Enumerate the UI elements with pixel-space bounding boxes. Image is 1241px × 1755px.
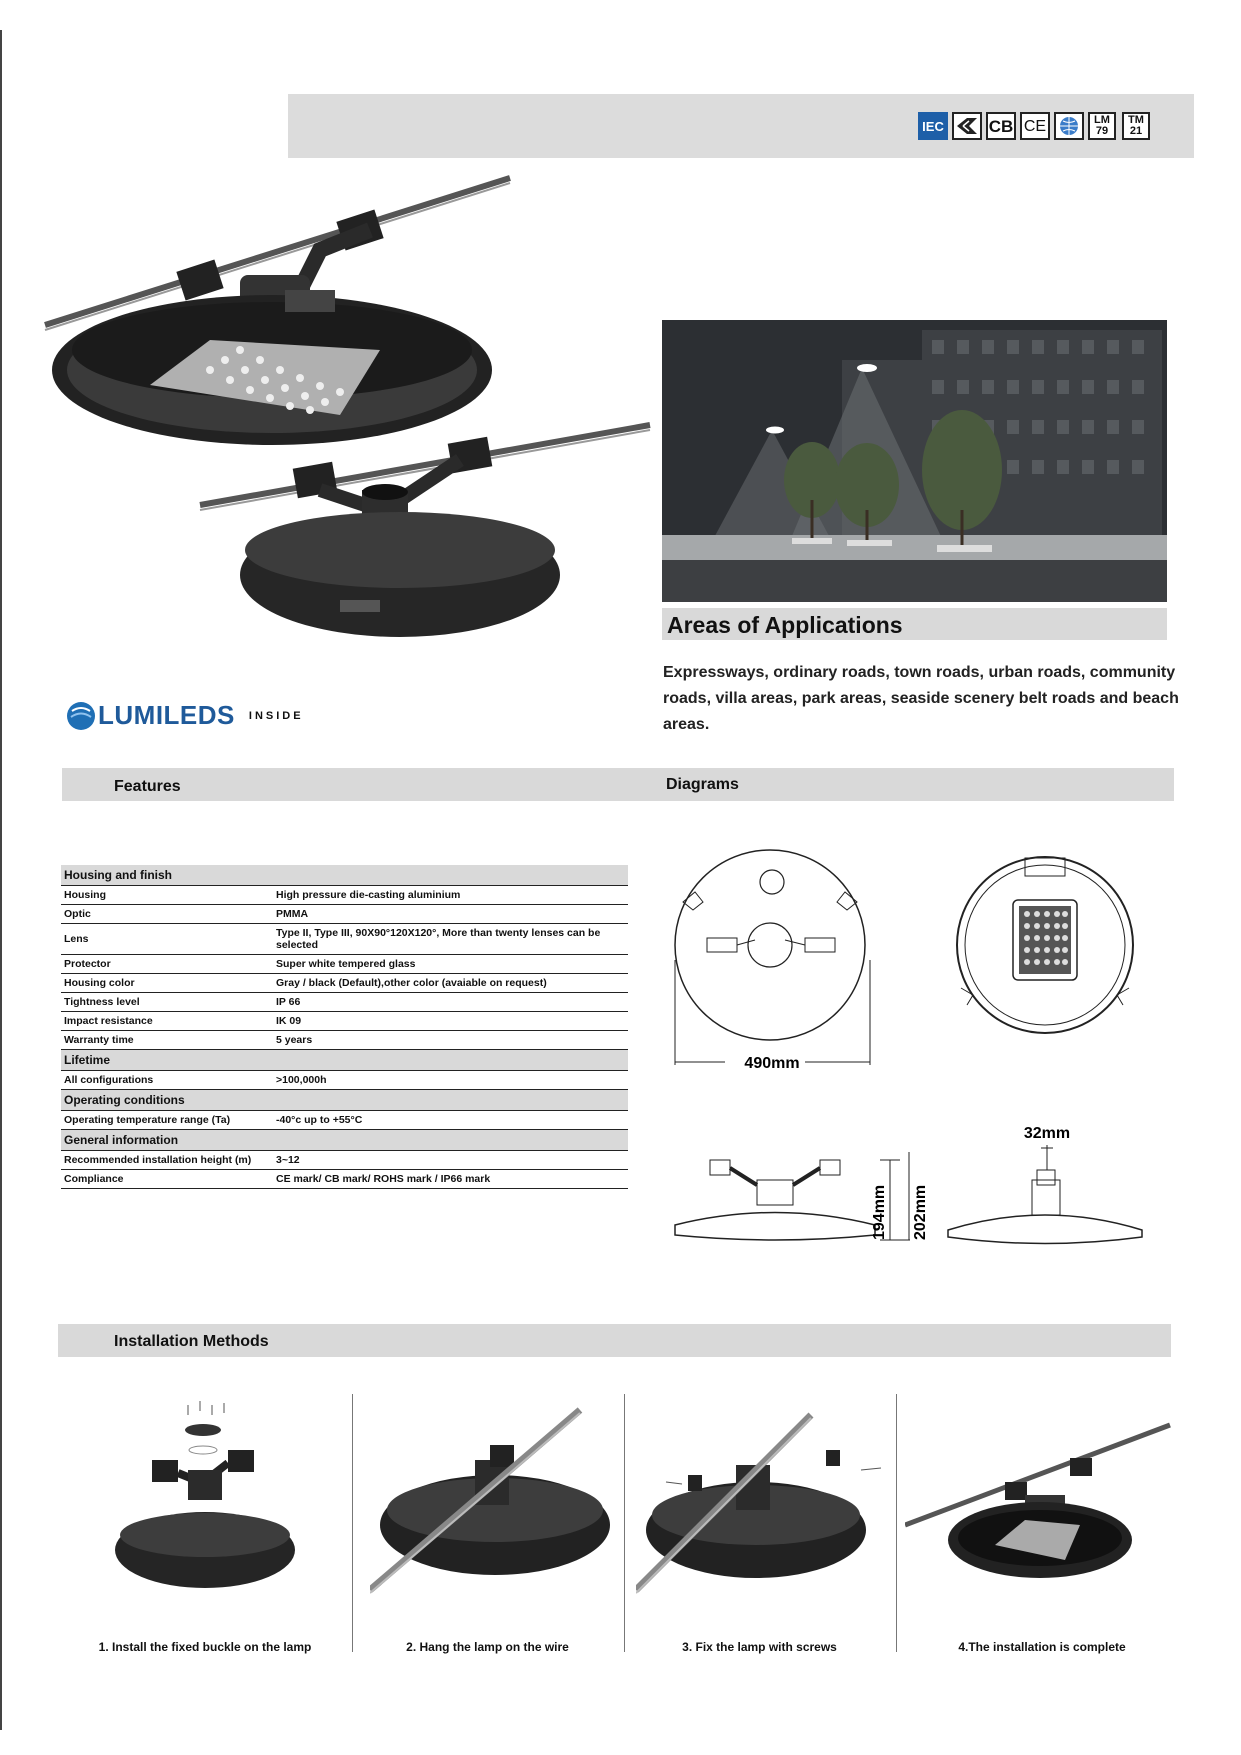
dim-202: 202mm (912, 1184, 929, 1240)
dim-32: 32mm (1023, 1125, 1071, 1142)
installation-header (58, 1324, 1171, 1357)
dim-194: 194mm (871, 1184, 888, 1240)
spec-key: Warranty time (61, 1031, 273, 1050)
spec-key: Impact resistance (61, 1012, 273, 1031)
spec-row (61, 905, 628, 924)
step-divider (896, 1394, 897, 1652)
page-edge-line (0, 30, 2, 1730)
spec-value: Type II, Type III, 90X90°120X120°, More than twenty lenses can be selected (273, 924, 628, 955)
spec-row (61, 1111, 628, 1130)
dimension-diagrams (665, 840, 1165, 1250)
spec-value: >100,000h (273, 1071, 628, 1090)
dim-490: 490mm (744, 1055, 800, 1072)
tm21-icon: TM 21 (1122, 112, 1150, 140)
applications-header (662, 608, 1167, 640)
spec-group-label: Operating conditions (61, 1090, 628, 1111)
spec-value: -40°c up to +55°C (273, 1111, 628, 1130)
iec-icon: IEC (918, 112, 948, 140)
spec-value: Super white tempered glass (273, 955, 628, 974)
spec-row (61, 1170, 628, 1189)
features-diagrams-header (62, 768, 1174, 801)
spec-value: High pressure die-casting aluminium (273, 886, 628, 905)
spec-key: Housing color (61, 974, 273, 993)
application-photo (662, 320, 1167, 602)
diagrams-title: Diagrams (666, 776, 739, 793)
lm79-icon: LM 79 (1088, 112, 1116, 140)
step-3-caption: 3. Fix the lamp with screws (682, 1640, 837, 1654)
spec-key: All configurations (61, 1071, 273, 1090)
step-2-caption: 2. Hang the lamp on the wire (406, 1640, 569, 1654)
spec-group-label: General information (61, 1130, 628, 1151)
spec-value: IK 09 (273, 1012, 628, 1031)
step-4-image (905, 1420, 1175, 1590)
spec-key: Recommended installation height (m) (61, 1151, 273, 1170)
spec-table (61, 865, 628, 1189)
spec-key: Lens (61, 924, 273, 955)
spec-value: CE mark/ CB mark/ ROHS mark / IP66 mark (273, 1170, 628, 1189)
spec-key: Optic (61, 905, 273, 924)
spec-value: PMMA (273, 905, 628, 924)
spec-row (61, 924, 628, 955)
spec-group-row (61, 1050, 628, 1071)
spec-key: Operating temperature range (Ta) (61, 1111, 273, 1130)
spec-row (61, 955, 628, 974)
step-2-image (370, 1405, 610, 1600)
spec-group-label: Housing and finish (61, 865, 628, 886)
cb-icon: CB (986, 112, 1016, 140)
spec-key: Compliance (61, 1170, 273, 1189)
spec-row (61, 1031, 628, 1050)
step-1-caption: 1. Install the fixed buckle on the lamp (98, 1640, 312, 1654)
lumileds-icon (66, 701, 96, 731)
lumileds-logo (66, 700, 304, 731)
ce-icon: CE (1020, 112, 1050, 140)
applications-text: Expressways, ordinary roads, town roads, urban roads, community roads, villa areas, park areas, seaside scenery belt roads and beach areas. (663, 664, 1179, 733)
step-4-caption: 4.The installation is complete (958, 1640, 1126, 1654)
applications-title: Areas of Applications (667, 612, 903, 638)
step-divider (352, 1394, 353, 1652)
spec-key: Tightness level (61, 993, 273, 1012)
step-3-image (636, 1415, 881, 1593)
installation-title: Installation Methods (114, 1333, 269, 1350)
certification-bar (288, 94, 1194, 158)
spec-row (61, 1151, 628, 1170)
product-image (40, 170, 660, 710)
spec-group-row (61, 1130, 628, 1151)
lumileds-wordmark: LUMILEDS (98, 700, 235, 730)
spec-value: Gray / black (Default),other color (avaiable on request) (273, 974, 628, 993)
spec-value: 5 years (273, 1031, 628, 1050)
spec-value: IP 66 (273, 993, 628, 1012)
spec-row (61, 974, 628, 993)
spec-value: 3~12 (273, 1151, 628, 1170)
spec-group-label: Lifetime (61, 1050, 628, 1071)
mark-icon (952, 112, 982, 140)
spec-row (61, 886, 628, 905)
lumileds-suffix: INSIDE (248, 709, 304, 722)
spec-group-row (61, 1090, 628, 1111)
spec-key: Protector (61, 955, 273, 974)
spec-row (61, 1012, 628, 1031)
spec-row (61, 993, 628, 1012)
features-title: Features (114, 778, 181, 795)
spec-row (61, 1071, 628, 1090)
step-1-image (100, 1395, 320, 1605)
step-divider (624, 1394, 625, 1652)
globe-icon (1054, 112, 1084, 140)
spec-key: Housing (61, 886, 273, 905)
spec-group-row (61, 865, 628, 886)
